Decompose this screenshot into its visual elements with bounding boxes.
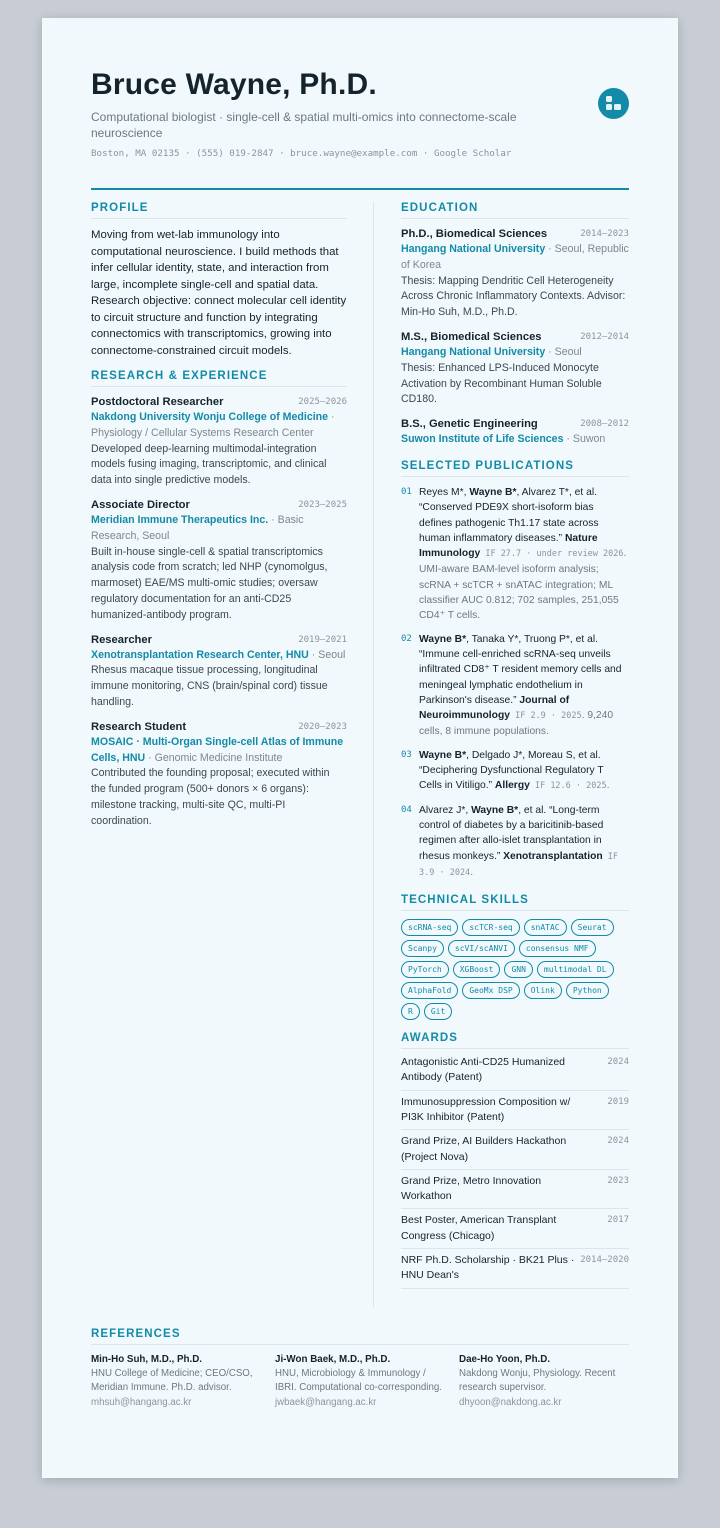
education-date: 2008–2012: [580, 419, 629, 430]
experience-location: Genomic Medicine Institute: [154, 751, 283, 764]
publication-coauthors-before: Alvarez J*,: [419, 804, 472, 816]
publication-self-author: Wayne B*: [419, 749, 467, 761]
experience-separator: ·: [268, 513, 278, 526]
experience-date: 2020–2023: [298, 721, 347, 732]
education-description: Thesis: Enhanced LPS-Induced Monocyte Activation by Recombinant Human Soluble CD180.: [401, 361, 602, 406]
experience-organization-line: [91, 513, 347, 545]
publication-self-author: Wayne B*: [471, 804, 519, 816]
experience-description: Contributed the founding proposal; executed within the funded program (500+ donors × 6 organs): milestone tracking, multi-site QC, multi-PI coordination.: [91, 767, 330, 827]
contact-line: Boston, MA 02135 · (555) 019-2847 · bruce.wayne@example.com · Google Scholar: [91, 148, 512, 159]
publication-impact-and-year: IF 27.7 · under review 2026: [480, 549, 624, 560]
references-section: [91, 1328, 629, 1410]
experience-separator: ·: [308, 648, 319, 661]
publication-notes: .: [470, 866, 474, 878]
experience-entry: [91, 498, 347, 624]
education-title: B.S., Genetic Engineering: [401, 418, 538, 431]
publication-impact-and-year: IF 2.9 · 2025: [509, 711, 582, 722]
education-list: [401, 227, 629, 448]
experience-location: Physiology / Cellular Systems Research Center: [91, 426, 314, 439]
education-organization-line: [401, 242, 629, 274]
skill-chip: XGBoost: [453, 961, 501, 978]
reference-list: [91, 1353, 629, 1410]
education-description: Thesis: Mapping Dendritic Cell Heterogeneity Across Chronic Inflammatory Contexts. Advisor: Min-Ho Suh, M.D., Ph.D.: [401, 274, 626, 319]
skill-chip: Olink: [524, 982, 562, 999]
publication-self-author: Wayne B*: [469, 486, 517, 498]
award-item: [401, 1170, 629, 1210]
award-list: [401, 1051, 629, 1289]
experience-title: Associate Director: [91, 498, 190, 511]
education-organization: Hangang National University: [401, 345, 546, 358]
right-column: [401, 190, 629, 1289]
publication-impact-and-year: IF 12.6 · 2025: [529, 781, 607, 792]
skill-chip: scVI/scANVI: [448, 940, 515, 957]
experience-organization: MOSAIC · Multi-Organ Single-cell Atlas of Immune Cells, HNU: [91, 735, 344, 764]
tagline: Computational biologist · single-cell & spatial multi-omics into connectome-scale neuroscience: [91, 110, 517, 140]
skill-chip: snATAC: [524, 919, 567, 936]
education-organization: Hangang National University: [401, 243, 546, 255]
reference-email[interactable]: jwbaek@hangang.ac.kr: [275, 1396, 377, 1408]
award-name: Best Poster, American Transplant Congress (Chicago): [401, 1214, 557, 1242]
publication-impact-and-year: IF 3.9 · 2024: [419, 851, 619, 878]
skill-chip: Git: [424, 1003, 452, 1020]
experience-organization-line: [91, 735, 347, 767]
publication-journal: Journal of Neuroimmunology: [419, 694, 570, 722]
skill-chip: PyTorch: [401, 961, 449, 978]
skills-heading: TECHNICAL SKILLS: [401, 894, 629, 911]
experience-entry: [91, 720, 347, 830]
reference-item: [459, 1353, 629, 1410]
reference-description: HNU, Microbiology & Immunology / IBRI. Computational co-corresponding.: [275, 1368, 442, 1394]
publication-citation: [419, 485, 629, 624]
education-entry-header: [401, 417, 629, 432]
award-date: 2024: [607, 1136, 629, 1147]
experience-organization: Xenotransplantation Research Center, HNU: [91, 648, 309, 661]
publication-list: [401, 485, 629, 881]
skill-chip: GeoMx DSP: [462, 982, 519, 999]
award-date: 2023: [607, 1175, 629, 1186]
publication-coauthors-before: Reyes M*,: [419, 486, 470, 498]
profile-text: Moving from wet-lab immunology into computational neuroscience. I build methods that infer cellular identity, state, and interaction from large, incomplete single-cell and spatial data. Research objective: connect molecular cell identity to circuit structure and function by integrating connectomics with transcriptomics, growing into connectome-constrained circuit models.: [91, 229, 347, 357]
award-name: Grand Prize, Metro Innovation Workathon: [401, 1174, 542, 1203]
reference-email[interactable]: dhyoon@nakdong.ac.kr: [459, 1396, 562, 1408]
publication-item: [401, 632, 629, 740]
education-entry-header: [401, 330, 629, 345]
education-entry-header: [401, 227, 629, 242]
publications-heading: SELECTED PUBLICATIONS: [401, 460, 629, 477]
experience-heading: RESEARCH & EXPERIENCE: [91, 370, 347, 387]
publication-journal: Allergy: [494, 780, 530, 792]
experience-description: Rhesus macaque tissue processing, longitudinal immune monitoring, CNS (brain/spinal cord) tissue handling.: [91, 664, 328, 708]
publication-notes: .: [606, 780, 610, 792]
education-separator: ·: [545, 243, 555, 255]
award-name: NRF Ph.D. Scholarship · BK21 Plus · HNU Dean's: [401, 1254, 575, 1282]
award-date: 2019: [607, 1096, 629, 1107]
experience-organization-line: [91, 648, 347, 664]
awards-heading: AWARDS: [401, 1032, 629, 1049]
education-organization: Suwon Institute of Life Sciences: [401, 433, 564, 446]
skill-chip: R: [401, 1003, 420, 1020]
skill-chip: Scanpy: [401, 940, 444, 957]
publication-number: 04: [401, 804, 412, 815]
experience-location: Basic Research, Seoul: [91, 513, 304, 542]
reference-name: Dae-Ho Yoon, Ph.D.: [459, 1354, 551, 1365]
education-entry: [401, 227, 629, 321]
publication-journal: Xenotransplantation: [503, 850, 603, 862]
references-heading: REFERENCES: [91, 1328, 629, 1345]
reference-name: Ji-Won Baek, M.D., Ph.D.: [275, 1354, 391, 1365]
reference-item: [275, 1353, 445, 1410]
award-date: 2017: [607, 1215, 629, 1226]
publication-number: 01: [401, 486, 412, 497]
publication-citation: [419, 748, 629, 795]
experience-separator: ·: [145, 751, 155, 764]
education-date: 2014–2023: [580, 229, 629, 239]
publication-item: [401, 803, 629, 881]
experience-title: Researcher: [91, 633, 152, 646]
award-name: Grand Prize, AI Builders Hackathon (Project Nova): [401, 1135, 567, 1163]
award-date: 2014–2020: [580, 1255, 629, 1266]
education-location: Seoul: [554, 345, 582, 358]
publication-item: [401, 485, 629, 624]
education-heading: EDUCATION: [401, 202, 629, 219]
award-item: [401, 1130, 629, 1170]
experience-entry: [91, 395, 347, 489]
education-entry: [401, 417, 629, 448]
education-title: Ph.D., Biomedical Sciences: [401, 228, 548, 240]
reference-item: [91, 1353, 261, 1410]
publication-item: [401, 748, 629, 795]
publication-journal: Nature Immunology: [419, 532, 598, 560]
education-date: 2012–2014: [580, 331, 629, 342]
publication-number: 03: [401, 749, 412, 760]
publication-notes: . UMI-aware BAM-level isoform analysis; scRNA + scTCR + snATAC integration; ML classifier AUC 0.812; 702 samples, 251,055 CD4⁺ T cells.: [419, 548, 627, 622]
publication-notes: . 9,240 cells, 8 immune populations.: [419, 710, 614, 738]
experience-location: Seoul: [318, 648, 346, 661]
skill-chip: GNN: [504, 961, 532, 978]
skill-chip: Python: [566, 982, 609, 999]
experience-entry-header: [91, 720, 347, 735]
candidate-name: Bruce Wayne, Ph.D.: [91, 68, 377, 101]
experience-entry: [91, 633, 347, 711]
skill-chip: consensus NMF: [519, 940, 596, 957]
resume-header: [91, 18, 629, 190]
experience-title: Research Student: [91, 720, 187, 733]
education-location: Seoul, Republic of Korea: [401, 243, 629, 271]
resume-content: [91, 18, 629, 1408]
experience-organization: Meridian Immune Therapeutics Inc.: [91, 513, 269, 526]
experience-date: 2023–2025: [298, 499, 347, 510]
education-separator: ·: [563, 433, 573, 446]
education-title: M.S., Biomedical Sciences: [401, 330, 542, 343]
education-entry: [401, 330, 629, 408]
experience-description: Developed deep-learning multimodal-integration models fusing imaging, transcriptomic, and clinical data into single predictive models.: [91, 442, 327, 487]
experience-organization-line: [91, 410, 347, 442]
experience-title: Postdoctoral Researcher: [91, 396, 224, 408]
award-name: Antagonistic Anti-CD25 Humanized Antibody (Patent): [401, 1056, 566, 1084]
publication-citation: [419, 803, 629, 881]
skill-chip: multimodal DL: [537, 961, 614, 978]
experience-list: [91, 395, 347, 830]
column-divider: [373, 202, 374, 1307]
education-location: Suwon: [572, 433, 606, 446]
reference-email[interactable]: mhsuh@hangang.ac.kr: [91, 1396, 192, 1408]
skill-chip: Seurat: [571, 919, 614, 936]
grid-logo-icon: [598, 88, 629, 119]
publication-authors-and-title: , Delgado J*, Moreau S, et al. “Deciphering Dysfunctional Regulatory T Cells in Vitiligo.”: [419, 749, 604, 792]
award-item: [401, 1249, 629, 1289]
award-item: [401, 1209, 629, 1249]
experience-description: Built in-house single-cell & spatial transcriptomics analysis code from scratch; led NHP (cynomolgus, marmoset) EAE/MS multi-omic studies; oversaw regulatory documentation for an anti-CD25 humanized-antibody program.: [91, 545, 328, 621]
skill-chip: scTCR-seq: [462, 919, 519, 936]
publication-authors-and-title: , Alvarez T*, et al. “Conserved PDE9X short-isoform bias defines pathogenic Th1.17 state across human inflammatory diseases.”: [419, 486, 599, 544]
education-organization-line: [401, 345, 629, 361]
award-item: [401, 1051, 629, 1091]
publication-number: 02: [401, 633, 412, 644]
experience-entry-header: [91, 498, 347, 513]
experience-entry-header: [91, 633, 347, 648]
left-column: [91, 190, 347, 839]
publication-citation: [419, 632, 629, 740]
experience-organization: Nakdong University Wonju College of Medicine: [91, 411, 329, 423]
experience-separator: ·: [328, 411, 335, 423]
award-item: [401, 1091, 629, 1131]
reference-description: Nakdong Wonju, Physiology. Recent research supervisor.: [459, 1368, 616, 1394]
skill-list: [401, 919, 629, 1020]
experience-date: 2019–2021: [298, 634, 347, 645]
award-name: Immunosuppression Composition w/ PI3K Inhibitor (Patent): [401, 1095, 571, 1123]
resume-page: [42, 18, 678, 1478]
skill-chip: scRNA-seq: [401, 919, 458, 936]
experience-date: 2025–2026: [298, 397, 347, 407]
publication-self-author: Wayne B*: [419, 633, 467, 645]
education-organization-line: [401, 432, 629, 448]
two-column-body: [91, 190, 629, 1308]
award-date: 2024: [607, 1057, 629, 1068]
experience-entry-header: [91, 395, 347, 410]
publication-authors-and-title: , Tanaka Y*, Truong P*, et al. “Immune cell-enriched scRNA-seq unveils infiltrated CD8⁺ T resident memory cells and meningeal lymphatic endothelium in Parkinson's disease.”: [419, 633, 622, 706]
reference-name: Min-Ho Suh, M.D., Ph.D.: [91, 1354, 203, 1365]
education-separator: ·: [545, 345, 555, 358]
skill-chip: AlphaFold: [401, 982, 458, 999]
reference-description: HNU College of Medicine; CEO/CSO, Meridian Immune. Ph.D. advisor.: [91, 1368, 253, 1394]
publication-authors-and-title: , et al. “Long-term control of diabetes by a baricitinib-based regimen after allo-islet transplantation in rhesus monkeys.”: [419, 804, 604, 862]
profile-heading: PROFILE: [91, 202, 347, 219]
